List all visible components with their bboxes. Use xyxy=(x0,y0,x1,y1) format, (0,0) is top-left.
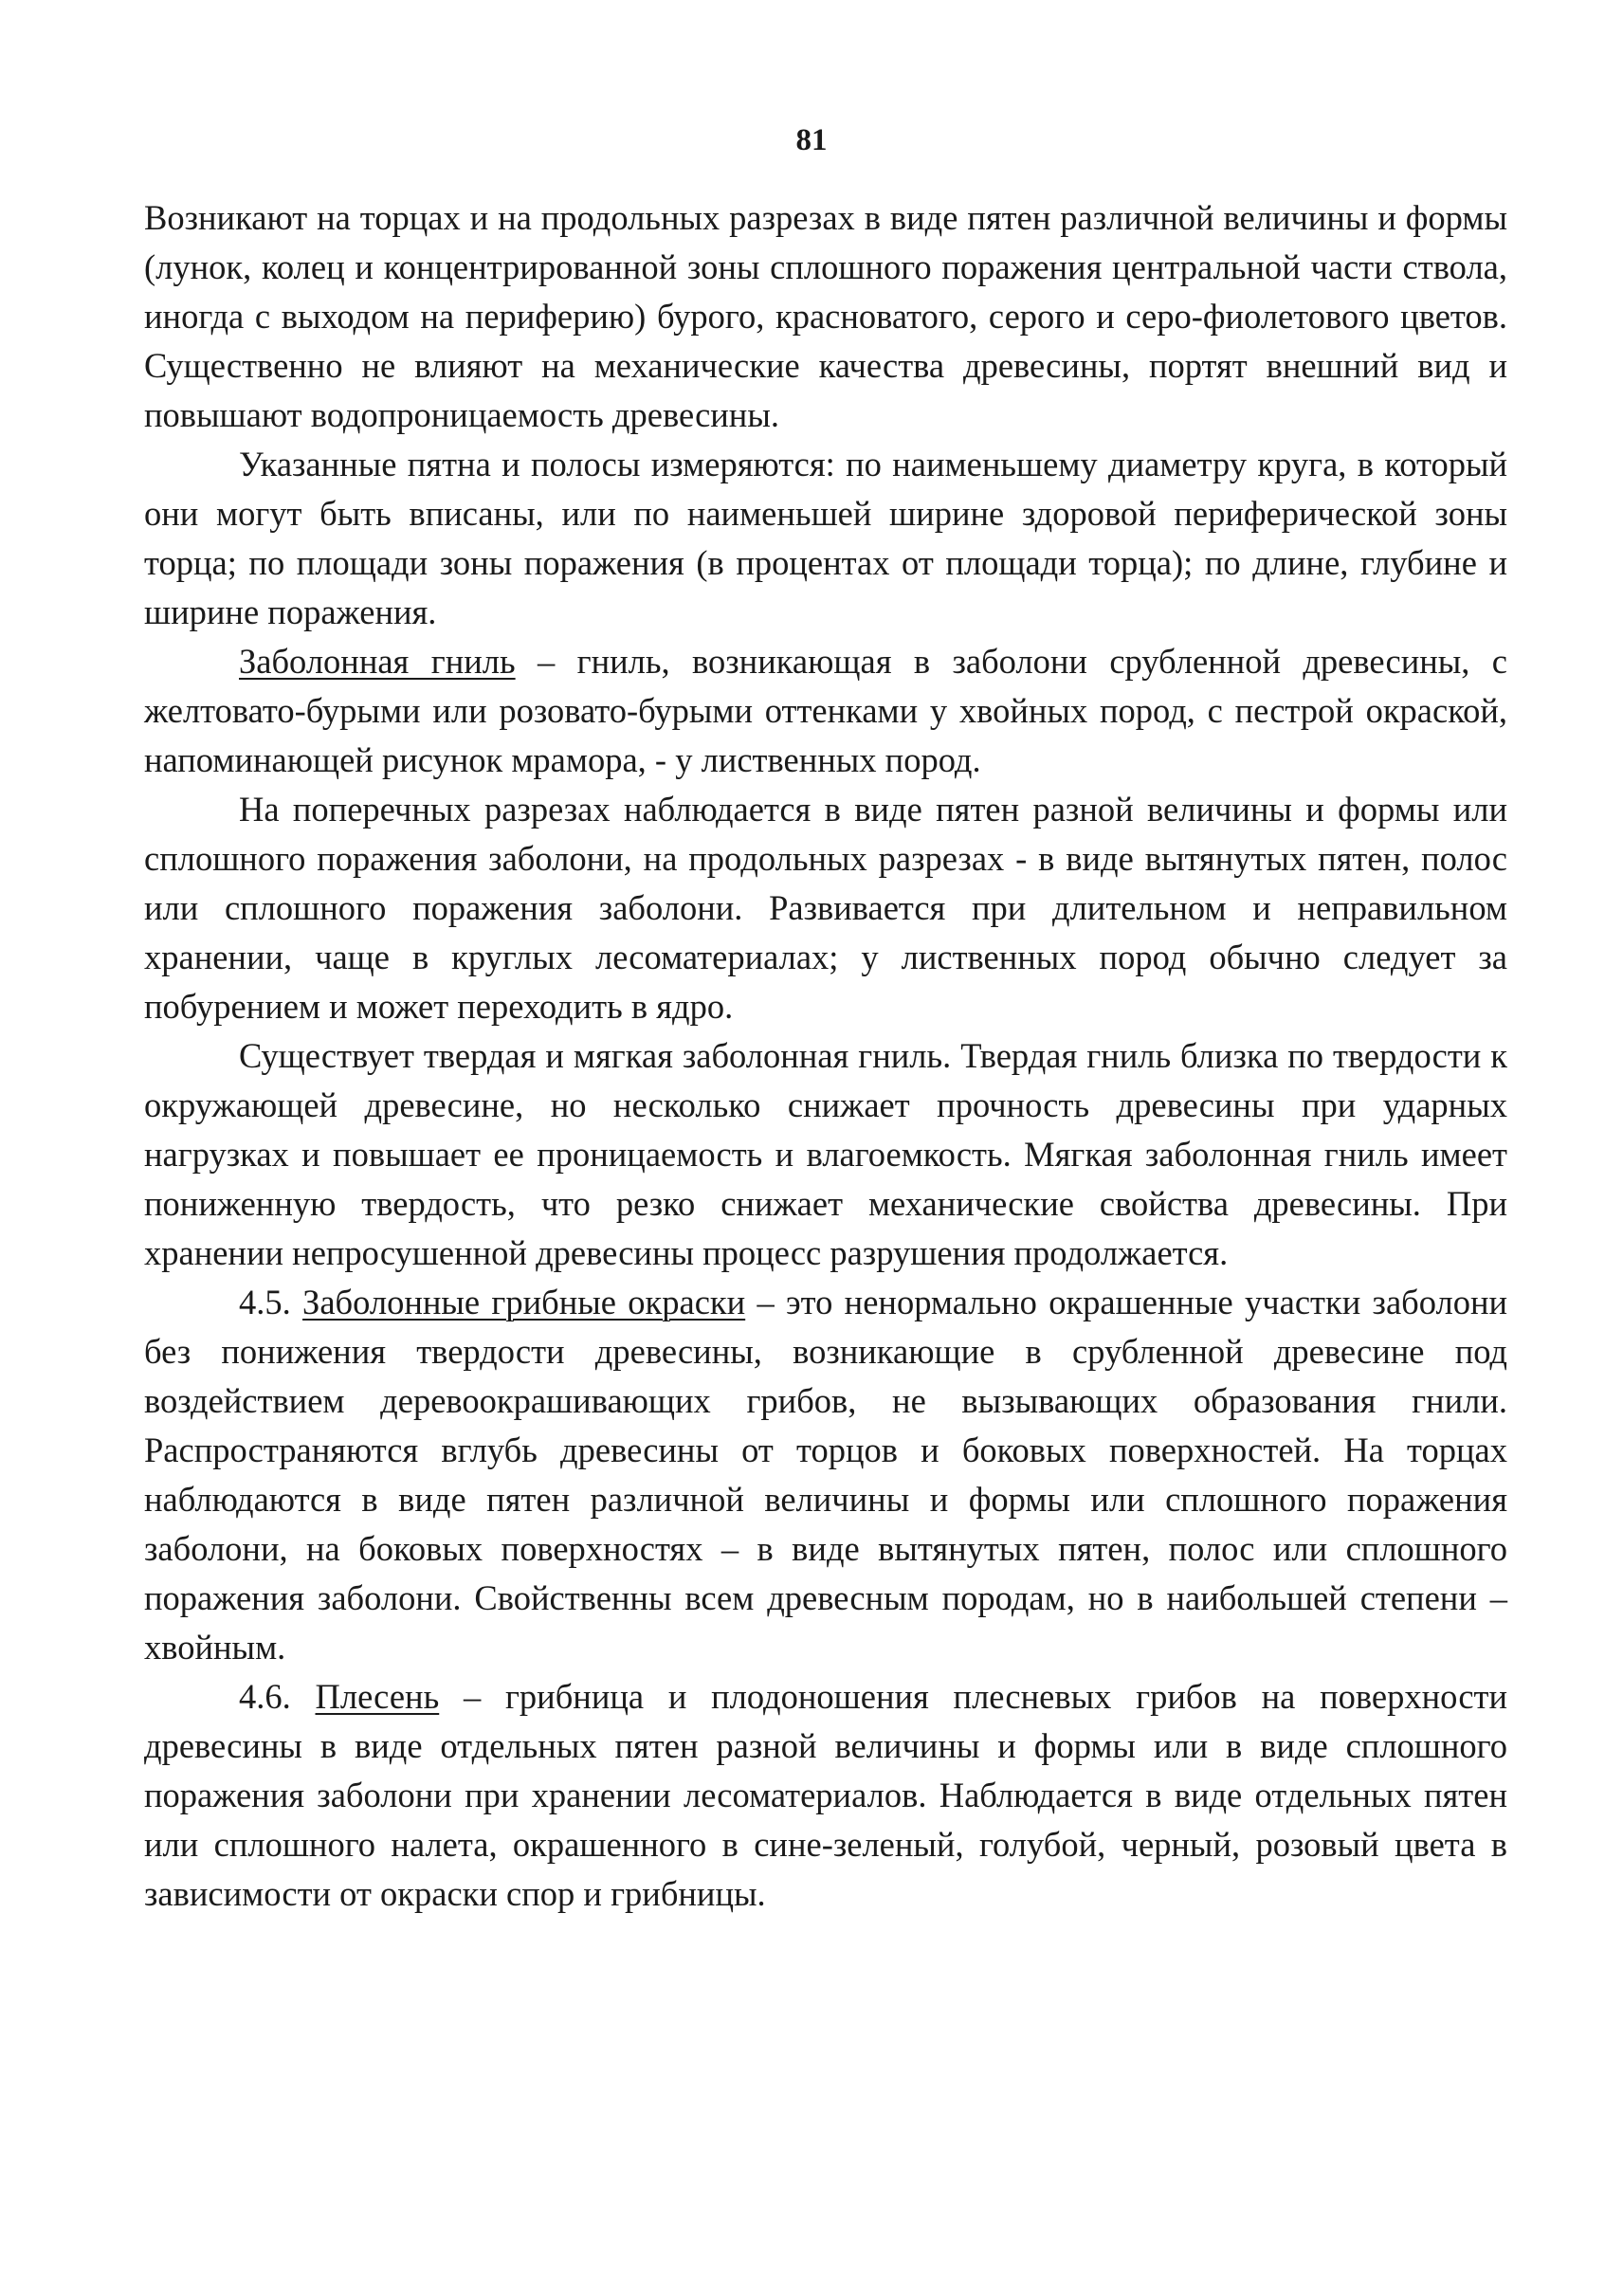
paragraph-5 xyxy=(144,1031,1507,1278)
paragraph-7 xyxy=(144,1672,1507,1919)
paragraph-3-text: – гниль, возникающая в заболони срубленной древесины, с желтовато-бурыми или розовато-бурыми оттенками у хвойных пород, с пестрой окраской, напоминающей рисунок мрамора, - у лиственных пород. xyxy=(144,642,1508,779)
paragraph-2 xyxy=(144,440,1507,637)
body-text xyxy=(144,193,1507,1919)
section-number-4-6: 4.6. xyxy=(239,1677,316,1716)
section-number-4-5: 4.5. xyxy=(239,1283,303,1321)
paragraph-4-text: На поперечных разрезах наблюдается в виде пятен разной величины и формы или сплошного поражения заболони, на продольных разрезах - в виде вытянутых пятен, полос или сплошного поражения заболони. Развивается при длительном и неправильном хранении, чаще в круглых лесоматериалах; у лиственных пород обычно следует за побурением и может переходить в ядро. xyxy=(144,790,1507,1026)
paragraph-2-text: Указанные пятна и полосы измеряются: по наименьшему диаметру круга, в который они могут быть вписаны, или по наименьшей ширине здоровой периферической зоны торца; по площади зоны поражения (в процентах от площади торца); по длине, глубине и ширине поражения. xyxy=(144,445,1507,631)
term-sapwood-fungal-stains: Заболонные грибные окраски xyxy=(302,1283,746,1321)
paragraph-6 xyxy=(144,1278,1507,1672)
term-mold: Плесень xyxy=(315,1677,440,1716)
page-number: 81 xyxy=(795,123,828,157)
paragraph-1-text: Возникают на торцах и на продольных разрезах в виде пятен различной величины и формы (лунок, колец и концентрированной зоны сплошного поражения центральной части ствола, иногда с выходом на периферию) бурого, красноватого, серого и серо-фиолетового цветов. Существенно не влияют на механические качества древесины, портят внешний вид и повышают водопроницаемость древесины. xyxy=(144,198,1507,434)
term-sapwood-rot: Заболонная гниль xyxy=(239,642,516,681)
paragraph-5-text: Существует твердая и мягкая заболонная гниль. Твердая гниль близка по твердости к окружающей древесине, но несколько снижает прочность древесины при ударных нагрузках и повышает ее проницаемость и влагоемкость. Мягкая заболонная гниль имеет пониженную твердость, что резко снижает механические свойства древесины. При хранении непросушенной древесины процесс разрушения продолжается. xyxy=(144,1036,1507,1272)
paragraph-1 xyxy=(144,193,1507,440)
paragraph-3 xyxy=(144,637,1507,785)
paragraph-6-text: – это ненормально окрашенные участки заболони без понижения твердости древесины, возникающие в срубленной древесине под воздействием деревоокрашивающих грибов, не вызывающих образования гнили. Распространяются вглубь древесины от торцов и боковых поверхностей. На торцах наблюдаются в виде пятен различной величины и формы или сплошного поражения заболони, на боковых поверхностях – в виде вытянутых пятен, полос или сплошного поражения заболони. Свойственны всем древесным породам, но в наибольшей степени – хвойным. xyxy=(144,1283,1508,1667)
paragraph-7-text: – грибница и плодоношения плесневых грибов на поверхности древесины в виде отдельных пятен разной величины и формы или в виде сплошного поражения заболони при хранении лесоматериалов. Наблюдается в виде отдельных пятен или сплошного налета, окрашенного в сине-зеленый, голубой, черный, розовый цвета в зависимости от окраски спор и грибницы. xyxy=(144,1677,1508,1913)
paragraph-4 xyxy=(144,785,1507,1031)
